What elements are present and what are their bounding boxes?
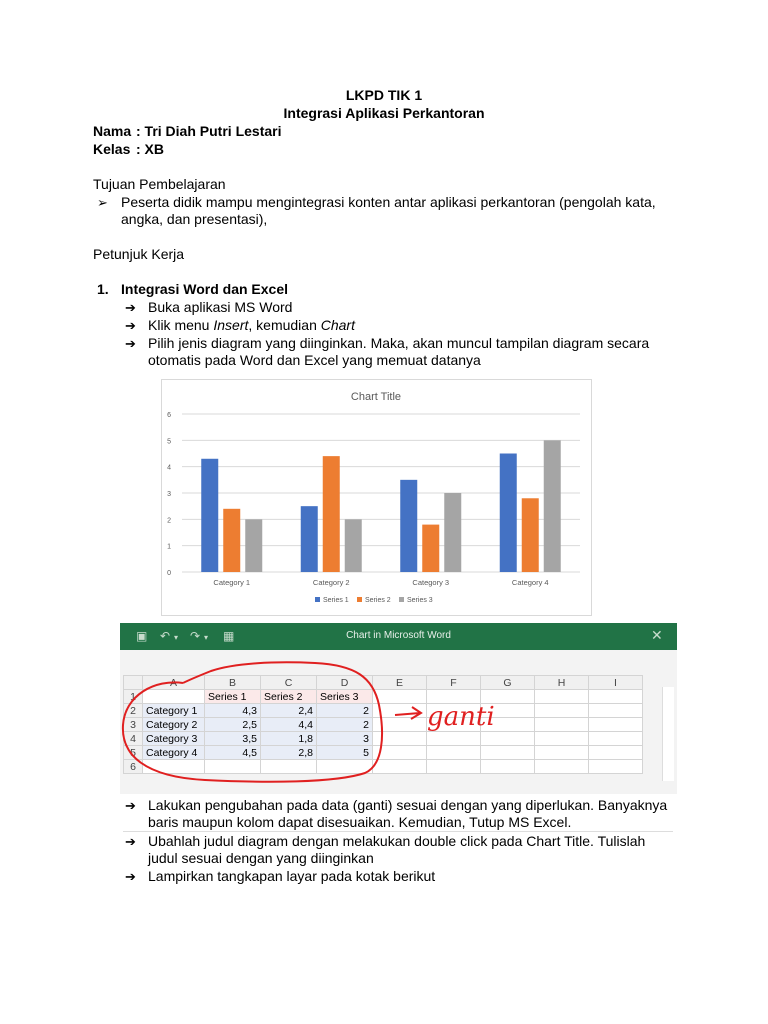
cell-d[interactable]: 3 xyxy=(317,732,373,746)
tujuan-item-line1: Peserta didik mampu mengintegrasi konten antar aplikasi perkantoran (pengolah kata, xyxy=(121,194,656,210)
empty-cell[interactable] xyxy=(589,746,643,760)
cell-d[interactable]: 5 xyxy=(317,746,373,760)
y-tick-label: 1 xyxy=(167,543,171,551)
cell-d[interactable]: 2 xyxy=(317,704,373,718)
bar xyxy=(444,493,461,572)
document-title: LKPD TIK 1 xyxy=(345,87,423,103)
cell-c[interactable]: 2,8 xyxy=(261,746,317,760)
step-4-line1: Lakukan pengubahan pada data (ganti) sesuai dengan yang diperlukan. Banyaknya xyxy=(148,797,668,813)
legend-label: Series 1 xyxy=(323,597,349,604)
nama-value: : Tri Diah Putri Lestari xyxy=(136,123,282,139)
cell-a[interactable]: Category 1 xyxy=(143,704,205,718)
step-2-prefix: Klik menu xyxy=(148,317,214,333)
kelas-label: Kelas xyxy=(93,141,131,157)
bar xyxy=(323,456,340,572)
empty-cell[interactable] xyxy=(589,760,643,774)
legend-label: Series 3 xyxy=(407,597,433,604)
empty-cell[interactable] xyxy=(535,732,589,746)
cell-c[interactable]: 1,8 xyxy=(261,732,317,746)
legend-swatch xyxy=(315,597,320,602)
step-5-line2: judul sesuai dengan yang diinginkan xyxy=(148,850,374,866)
y-tick-label: 3 xyxy=(167,491,171,498)
arrow-icon: ➔ xyxy=(125,869,136,884)
arrow-icon: ➔ xyxy=(125,834,136,849)
column-header-e[interactable]: E xyxy=(373,676,427,690)
bar xyxy=(400,480,417,572)
bar xyxy=(301,506,318,572)
edit-data-icon[interactable]: ▦ xyxy=(223,629,235,643)
empty-cell[interactable] xyxy=(535,760,589,774)
tujuan-heading: Tujuan Pembelajaran xyxy=(93,176,226,192)
y-tick-label: 2 xyxy=(167,517,171,525)
empty-cell[interactable] xyxy=(589,732,643,746)
step-4-line2: baris maupun kolom dapat disesuaikan. Kemudian, Tutup MS Excel. xyxy=(148,814,572,830)
row-header[interactable]: 3 xyxy=(124,718,143,732)
empty-cell[interactable] xyxy=(535,746,589,760)
bar xyxy=(345,519,362,572)
y-tick-label: 4 xyxy=(167,464,171,472)
redo-icon[interactable]: ↷ xyxy=(190,629,201,643)
document-subtitle: Integrasi Aplikasi Perkantoran xyxy=(283,105,485,121)
arrow-icon: ➔ xyxy=(125,336,136,351)
handwritten-annotation xyxy=(115,655,515,790)
legend-swatch xyxy=(399,597,404,602)
nama-label: Nama xyxy=(93,123,132,139)
cell-b[interactable]: 3,5 xyxy=(205,732,261,746)
cell-b[interactable]: 2,5 xyxy=(205,718,261,732)
close-icon[interactable]: ✕ xyxy=(651,627,663,643)
row-header[interactable]: 6 xyxy=(124,760,143,774)
annotation-text: ganti xyxy=(427,702,495,732)
excel-window-title: Chart in Microsoft Word xyxy=(346,630,451,641)
vertical-scrollbar[interactable] xyxy=(662,687,674,781)
column-header-d[interactable]: D xyxy=(317,676,373,690)
arrow-icon: ➔ xyxy=(125,300,136,315)
column-header-c[interactable]: C xyxy=(261,676,317,690)
annotation-arrow-icon xyxy=(395,707,421,719)
bullet-icon: ➢ xyxy=(97,195,108,210)
bar xyxy=(201,459,218,572)
petunjuk-heading: Petunjuk Kerja xyxy=(93,246,185,262)
empty-cell[interactable] xyxy=(589,718,643,732)
step-5-line1: Ubahlah judul diagram dengan melakukan double click pada Chart Title. Tulislah xyxy=(148,833,646,849)
chevron-down-icon[interactable]: ▾ xyxy=(174,633,179,642)
step-2-mid: , kemudian xyxy=(248,317,321,333)
cell-d[interactable]: Series 3 xyxy=(317,690,373,704)
bar xyxy=(245,519,262,572)
bar xyxy=(422,525,439,572)
section-title: Integrasi Word dan Excel xyxy=(121,281,289,297)
arrow-icon: ➔ xyxy=(125,318,136,333)
column-header-h[interactable]: H xyxy=(535,676,589,690)
row-header[interactable]: 5 xyxy=(124,746,143,760)
cell-c[interactable]: 2,4 xyxy=(261,704,317,718)
chart-title: Chart Title xyxy=(350,391,402,403)
cell-b[interactable]: 4,5 xyxy=(205,746,261,760)
chevron-down-icon[interactable]: ▾ xyxy=(204,633,209,642)
chart-screenshot xyxy=(161,379,592,616)
step-2-insert: Insert xyxy=(213,317,249,333)
empty-cell[interactable] xyxy=(535,704,589,718)
row-header[interactable]: 1 xyxy=(124,690,143,704)
column-header-g[interactable]: G xyxy=(481,676,535,690)
cell-b[interactable]: 4,3 xyxy=(205,704,261,718)
row-header[interactable]: 4 xyxy=(124,732,143,746)
step-1: Buka aplikasi MS Word xyxy=(148,299,293,315)
column-header-a[interactable]: A xyxy=(143,676,205,690)
cell-a[interactable]: Category 2 xyxy=(143,718,205,732)
bar xyxy=(544,440,561,572)
cell-a[interactable]: Category 3 xyxy=(143,732,205,746)
cell-b[interactable]: Series 1 xyxy=(205,690,261,704)
step-2-chart: Chart xyxy=(320,317,355,333)
empty-cell[interactable] xyxy=(589,704,643,718)
x-tick-label: Category 4 xyxy=(511,578,549,587)
save-icon[interactable]: ▣ xyxy=(136,629,148,643)
bar-chart xyxy=(162,380,591,615)
tujuan-item-line2: angka, dan presentasi), xyxy=(121,211,268,227)
row-header[interactable]: 2 xyxy=(124,704,143,718)
step-6: Lampirkan tangkapan layar pada kotak berikut xyxy=(148,868,436,884)
empty-cell[interactable] xyxy=(535,690,589,704)
y-tick-label: 5 xyxy=(167,438,171,446)
legend-label: Series 2 xyxy=(365,597,391,604)
excel-titlebar xyxy=(120,623,677,650)
column-header-i[interactable]: I xyxy=(589,676,643,690)
bar xyxy=(522,498,539,572)
annotation-circle xyxy=(123,662,382,781)
section-number: 1. xyxy=(97,281,109,297)
x-tick-label: Category 3 xyxy=(412,578,450,587)
y-tick-label: 0 xyxy=(167,570,171,577)
column-header-b[interactable]: B xyxy=(205,676,261,690)
arrow-icon: ➔ xyxy=(125,798,136,813)
y-tick-label: 6 xyxy=(167,412,171,419)
cell-a[interactable]: Category 4 xyxy=(143,746,205,760)
empty-cell[interactable] xyxy=(535,718,589,732)
column-header-f[interactable]: F xyxy=(427,676,481,690)
empty-cell[interactable] xyxy=(589,690,643,704)
step-2 xyxy=(148,317,355,334)
bar xyxy=(223,509,240,572)
step-3-line2: otomatis pada Word dan Excel yang memuat datanya xyxy=(148,352,481,368)
cell-d[interactable]: 2 xyxy=(317,718,373,732)
undo-icon[interactable]: ↶ xyxy=(160,629,171,643)
legend-swatch xyxy=(357,597,362,602)
cell-c[interactable]: 4,4 xyxy=(261,718,317,732)
bar xyxy=(500,454,517,573)
cell-c[interactable]: Series 2 xyxy=(261,690,317,704)
step-3-line1: Pilih jenis diagram yang diinginkan. Maka, akan muncul tampilan diagram secara xyxy=(148,335,650,351)
x-tick-label: Category 2 xyxy=(312,578,350,587)
kelas-value: : XB xyxy=(136,141,164,157)
x-tick-label: Category 1 xyxy=(213,578,251,587)
